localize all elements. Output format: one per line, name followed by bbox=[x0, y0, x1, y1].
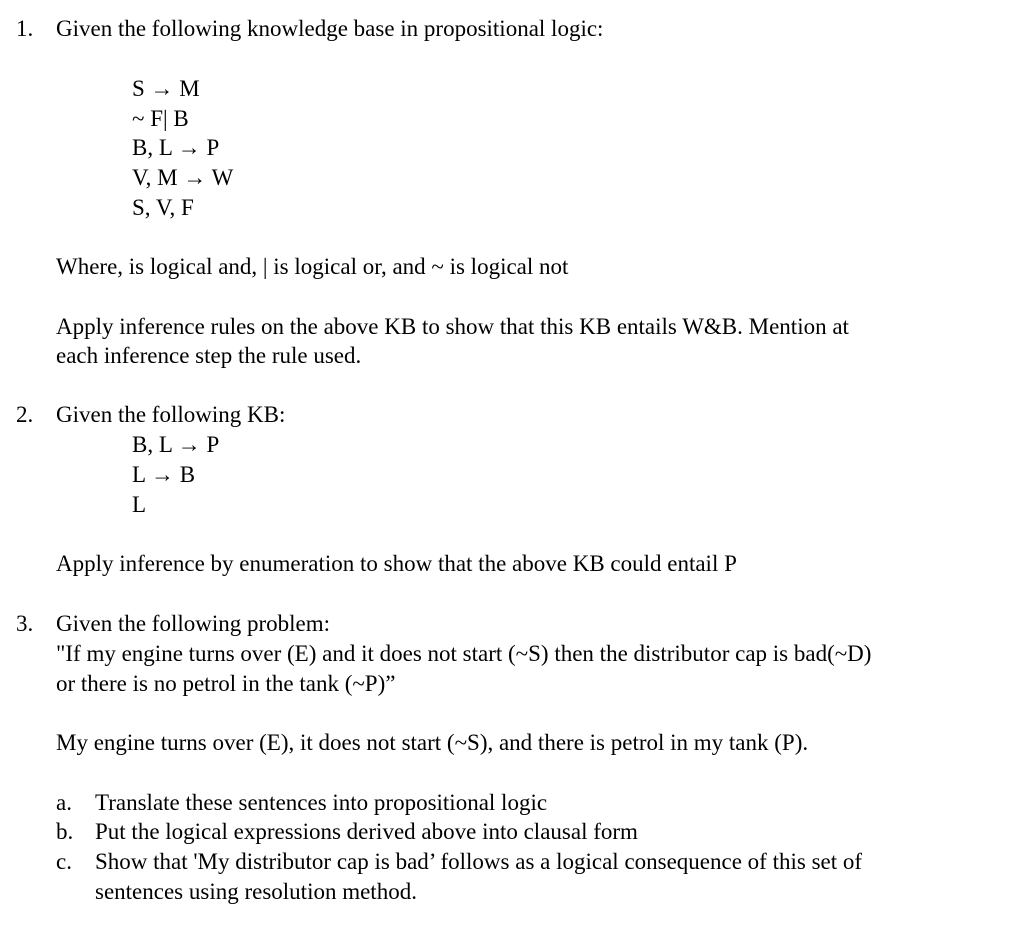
kb-sentence: S, V, F bbox=[132, 195, 194, 220]
problem-quote: "If my engine turns over (E) and it does not start (~S) then the distributor cap is bad(~D) bbox=[56, 641, 872, 666]
subpart-label: a. bbox=[56, 790, 72, 815]
subpart-text: sentences using resolution method. bbox=[95, 879, 417, 904]
kb-sentence: S → M bbox=[132, 76, 200, 101]
task-text: Apply inference by enumeration to show that the above KB could entail P bbox=[56, 551, 737, 576]
subpart-label: c. bbox=[56, 849, 72, 874]
subpart-text: Translate these sentences into propositional logic bbox=[95, 790, 548, 815]
question-number: 3. bbox=[16, 611, 34, 636]
notation-note: Where, is logical and, | is logical or, and ~ is logical not bbox=[56, 254, 569, 279]
question-prompt: Given the following knowledge base in propositional logic: bbox=[56, 16, 604, 41]
problem-quote: or there is no petrol in the tank (~P)” bbox=[56, 671, 396, 696]
subpart-text: Put the logical expressions derived above into clausal form bbox=[95, 819, 638, 844]
problem-statement: My engine turns over (E), it does not start (~S), and there is petrol in my tank (P). bbox=[56, 730, 809, 755]
task-text: each inference step the rule used. bbox=[56, 343, 362, 368]
task-text: Apply inference rules on the above KB to show that this KB entails W&B. Mention at bbox=[56, 314, 849, 339]
question-prompt: Given the following problem: bbox=[56, 611, 331, 636]
question-prompt: Given the following KB: bbox=[56, 402, 286, 427]
kb-sentence: L → B bbox=[132, 462, 196, 487]
kb-sentence: V, M → W bbox=[132, 165, 234, 190]
question-number: 2. bbox=[16, 402, 34, 427]
question-number: 1. bbox=[16, 16, 34, 41]
kb-sentence: B, L → P bbox=[132, 432, 220, 457]
kb-sentence: ~ F| B bbox=[132, 106, 189, 131]
kb-sentence: B, L → P bbox=[132, 135, 220, 160]
subpart-text: Show that 'My distributor cap is bad’ follows as a logical consequence of this set of bbox=[95, 849, 863, 874]
subpart-label: b. bbox=[56, 819, 74, 844]
kb-sentence: L bbox=[132, 492, 147, 517]
